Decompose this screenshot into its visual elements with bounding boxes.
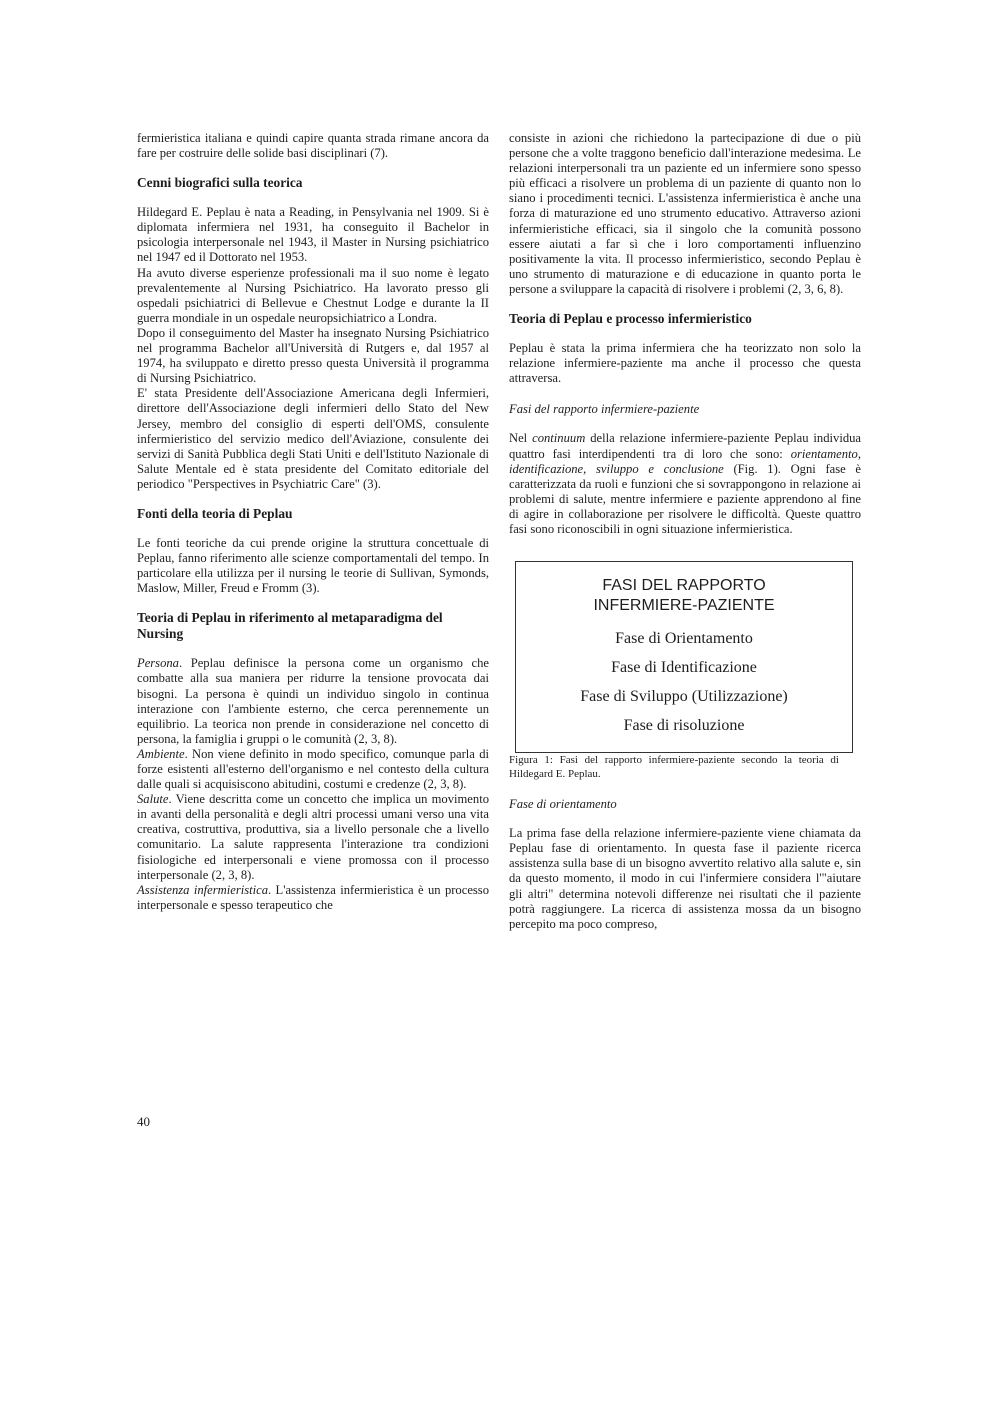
figure-item-sviluppo: Fase di Sviluppo (Utilizzazione) (580, 688, 788, 706)
phases-text-c: (Fig. 1). Ogni fase è caratterizzata da ruoli e funzioni che si sovrappongono in relazione ai problemi di salute, mentre infermiere e paziente apprendono al fine di agire in collaborazione per risolvere le difficoltà. Queste quattro fasi sono riconoscibili in ogni situazione infermieristica. (509, 461, 861, 536)
salute-text: . Viene descritta come un concetto che implica un movimento in avanti della personalità e degli altri processi umani verso una vita creativa, costruttiva, produttiva, sia a livello personale che a livello comunitario. La salute rappresenta l'interazione tra condizioni fisiologiche ed interpersonali e viene promossa con il processo interpersonale (2, 3, 8). (137, 792, 489, 882)
section-heading-process: Teoria di Peplau e processo infermieristico (509, 311, 752, 327)
page-number: 40 (137, 1114, 150, 1129)
bio-paragraph-2: Ha avuto diverse esperienze professionali ma il suo nome è legato prevalentemente al Nursing Psichiatrico. Ha lavorato presso gli ospedali psichiatrici di Bellevue e Chestnut Lodge e durante la II guerra mondiale in un ospedale neuropsichiatrico a Londra. (137, 265, 489, 325)
subheading-phases: Fasi del rapporto infermiere-paziente (509, 402, 700, 417)
persona-paragraph (137, 656, 489, 747)
left-column (137, 131, 489, 913)
intro-paragraph: fermieristica italiana e quindi capire quanta strada rimane ancora da fare per costruire delle solide basi disciplinari (7). (137, 131, 489, 161)
subheading-orientation: Fase di orientamento (509, 797, 617, 812)
process-paragraph: Peplau è stata la prima infermiera che ha teorizzato non solo la relazione infermiere-paziente ma anche il processo che questa attraversa. (509, 341, 861, 386)
assistenza-paragraph (137, 883, 489, 913)
assistenza-text: . L'assistenza infermieristica è un processo interpersonale e spesso terapeutico che (137, 882, 490, 912)
phases-text-continuum: continuum (532, 431, 586, 446)
bio-paragraph-3: Dopo il conseguimento del Master ha insegnato Nursing Psichiatrico nel programma Bachelor all'Università di Rutgers e, dal 1957 al 1974, ha sviluppato e diretto presso questa Università il programma di Nursing Psichiatrico. (137, 325, 489, 386)
orientation-paragraph: La prima fase della relazione infermiere-paziente viene chiamata da Peplau fase di orientamento. In questa fase il paziente ricerca assistenza sulla base di un bisogno avvertito relativo alla salute e, sin da questo momento, il modo in cui l'infermiere considera l'"aiutare gli altri" determina notevoli differenze nei risultati che il paziente potrà raggiungere. La ricerca di assistenza mossa da un bisogno percepito ma poco compreso, (509, 826, 861, 931)
figure-item-risoluzione: Fase di risoluzione (623, 717, 745, 735)
section-heading-biography: Cenni biografici sulla teorica (137, 175, 303, 191)
right-column (509, 131, 861, 932)
phases-text-list: orientamento, identificazione, sviluppo e conclusione (509, 446, 861, 476)
phases-paragraph (509, 431, 861, 537)
phases-text-a: Nel (509, 431, 533, 446)
continued-paragraph: consiste in azioni che richiedono la partecipazione di due o più persone che a volte traggono beneficio dall'interazione medesima. Le relazioni interpersonali tra un paziente ed un infermiere sono spesso più efficaci a risolvere un problema di un paziente di quanto non lo siano i procedimenti tecnici. L'assistenza infermieristica è anche una forza di maturazione ed uno strumento educativo. Attraverso azioni infermieristiche efficaci, sia il singolo che la comunità possono essere aiutati a far sì che i loro comportamenti influenzino positivamente la vita. Il processo infermieristico, secondo Peplau è uno strumento di maturazione e di educazione in quanto porta le persone a sviluppare la capacità di risolvere i problemi (2, 3, 6, 8). (509, 131, 861, 296)
persona-text: . Peplau definisce la persona come un organismo che combatte alla sua maniera per ridurre la tensione provocata dai bisogni. La persona è quindi un individuo singolo in continua interazione con l'ambiente esterno, che cerca perennemente un equilibrio. La teorica non prende in considerazione nel concetto di persona, la famiglia i gruppi o le comunità (2, 3, 8). (137, 656, 489, 746)
salute-label: Salute (137, 792, 169, 807)
salute-paragraph (137, 792, 489, 883)
phases-text-b: della relazione infermiere-paziente Peplau individua quattro fasi interdipendenti tra di loro che sono: (509, 431, 861, 461)
figure-phases-box (515, 561, 853, 753)
figure-caption: Figura 1: Fasi del rapporto infermiere-paziente secondo la teoria di Hildegard E. Peplau. (509, 754, 839, 781)
bio-paragraph-4: E' stata Presidente dell'Associazione Americana degli Infermieri, direttore dell'Associazione degli infermieri dello Stato del New Jersey, membro del consiglio di esperti dell'OMS, consulente infermieristico del servizio medico dell'Aviazione, consulente dei servizi di Sanità Pubblica degli Stati Uniti e dell'Istituto Nazionale di Salute Mentale ed è stata presidente del Comitato editoriale del periodico "Perspectives in Psychiatric Care" (3). (137, 386, 489, 491)
figure-title-line-1: FASI DEL RAPPORTO (602, 577, 766, 595)
assistenza-label: Assistenza infermieristica (137, 882, 269, 897)
persona-label: Persona (137, 656, 179, 671)
sources-paragraph: Le fonti teoriche da cui prende origine la struttura concettuale di Peplau, fanno riferimento alle scienze comportamentali del tempo. In particolare ella utilizza per il nursing le teorie di Sullivan, Symonds, Maslow, Miller, Freud e Fromm (3). (137, 535, 489, 596)
figure-title-line-2: INFERMIERE-PAZIENTE (593, 597, 775, 615)
section-heading-sources: Fonti della teoria di Peplau (137, 505, 293, 521)
figure-item-orientamento: Fase di Orientamento (615, 630, 753, 648)
figure-title (516, 576, 852, 616)
section-heading-metaparadigm: Teoria di Peplau in riferimento al metaparadigma del Nursing (137, 610, 443, 642)
bio-paragraph-1: Hildegard E. Peplau è nata a Reading, in Pensylvania nel 1909. Si è diplomata infermiera nel 1931, ha conseguito il Bachelor in psicologia interpersonale nel 1943, il Master in Nursing psichiatrico nel 1947 ed il Dottorato nel 1953. (137, 205, 489, 265)
ambiente-label: Ambiente (137, 746, 185, 761)
ambiente-text: . Non viene definito in modo specifico, comunque parla di forze esistenti all'esterno dell'organismo e nel contesto della cultura dalle quali si acquisiscono abitudini, costumi e credenze (2, 3, 8). (137, 746, 489, 792)
ambiente-paragraph (137, 747, 489, 792)
figure-item-identificazione: Fase di Identificazione (611, 659, 757, 677)
